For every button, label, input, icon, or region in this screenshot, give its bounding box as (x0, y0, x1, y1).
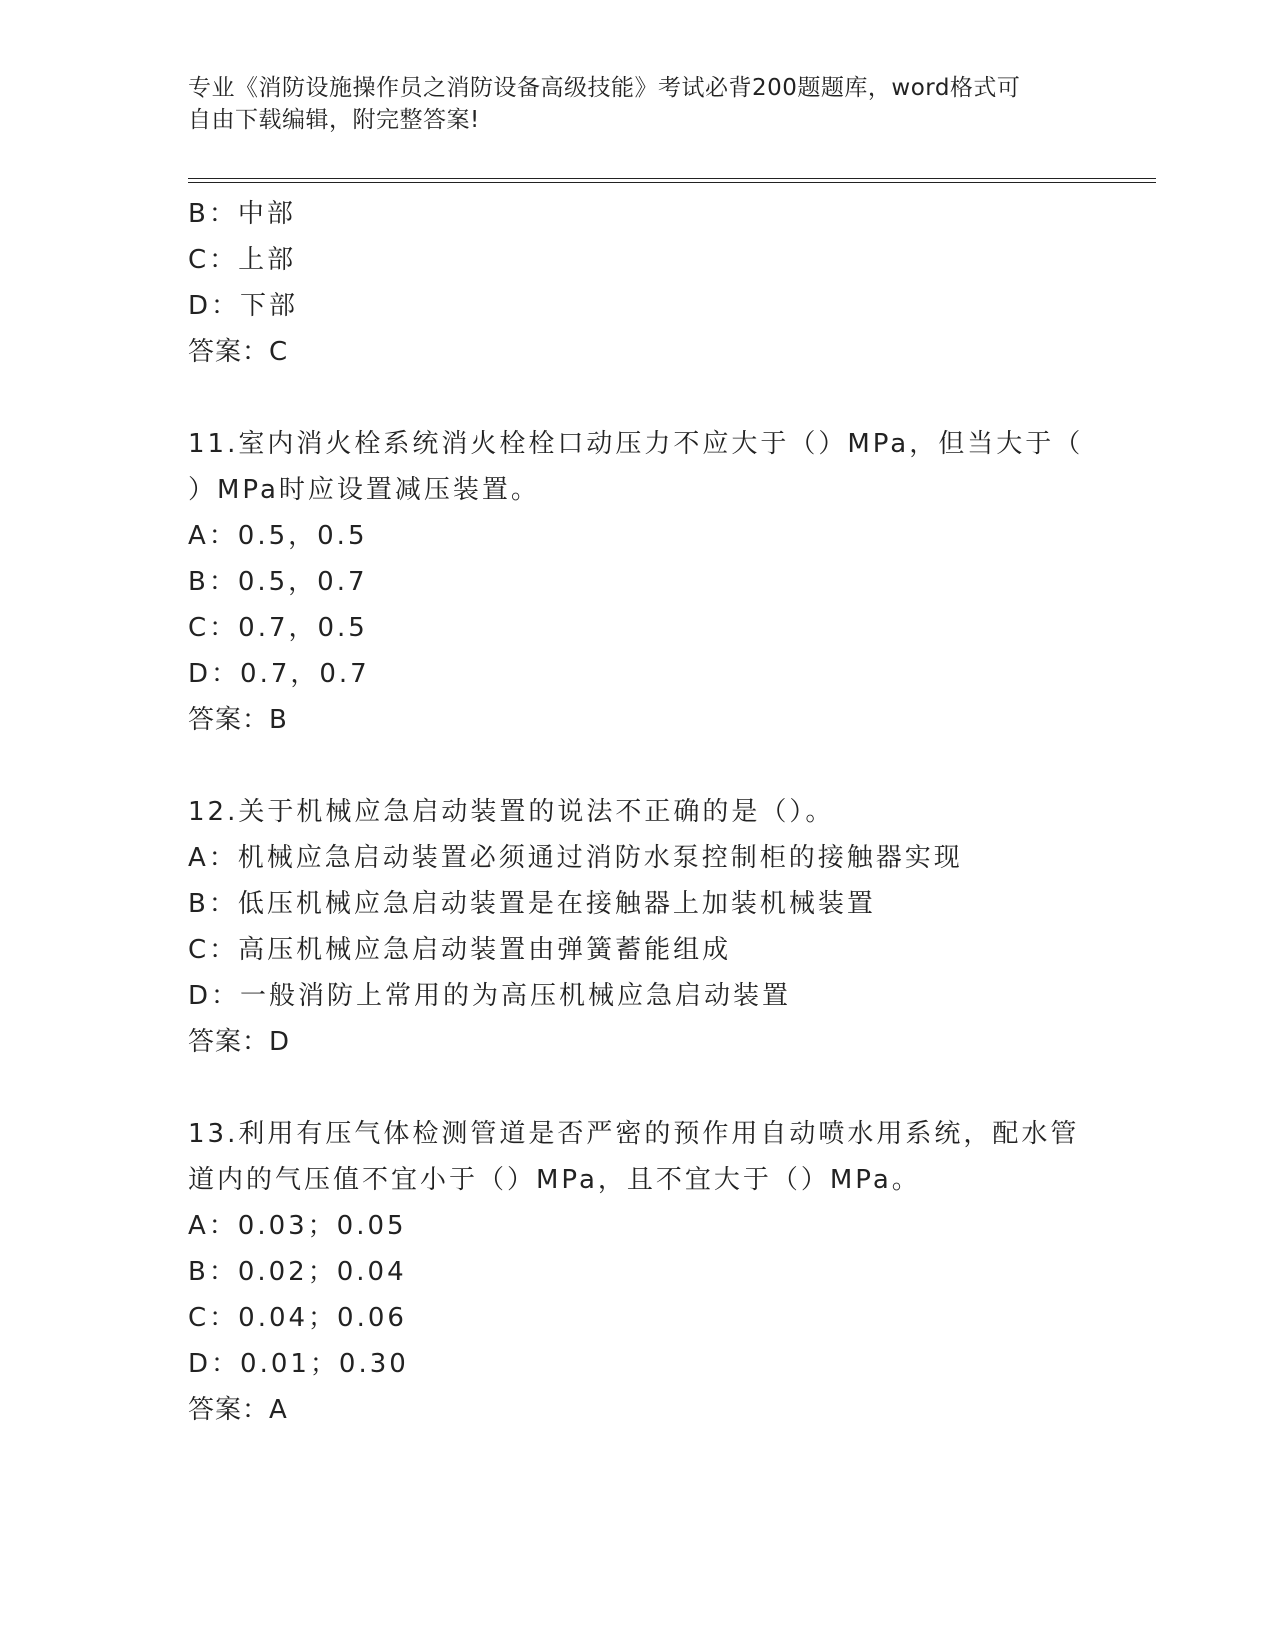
answer-line: 答案：C (188, 337, 289, 367)
answer-line: 答案：A (188, 1395, 288, 1425)
option-d: D：一般消防上常用的为高压机械应急启动装置 (188, 981, 792, 1011)
option-c: C：高压机械应急启动装置由弹簧蓄能组成 (188, 935, 732, 965)
option-d: D：下部 (188, 291, 299, 321)
option-a: A：机械应急启动装置必须通过消防水泵控制柜的接触器实现 (188, 843, 963, 873)
header-divider (188, 178, 1156, 183)
continued-question (188, 191, 1088, 375)
question-stem-line: 13.利用有压气体检测管道是否严密的预作用自动喷水用系统，配水管 (188, 1119, 1080, 1149)
option-a: A：0.03；0.05 (188, 1211, 407, 1241)
question-stem-line: ）MPa时应设置减压装置。 (188, 475, 540, 505)
answer-line: 答案：D (188, 1027, 291, 1057)
question-12 (188, 789, 1088, 1065)
option-d: D：0.7，0.7 (188, 659, 370, 689)
answer-line: 答案：B (188, 705, 288, 735)
option-c: C：0.7，0.5 (188, 613, 368, 643)
document-body (188, 191, 1088, 1433)
question-11 (188, 421, 1088, 743)
option-b: B：0.5，0.7 (188, 567, 368, 597)
question-stem-line: 11.室内消火栓系统消火栓栓口动压力不应大于（）MPa，但当大于（ (188, 429, 1084, 459)
header-line-1: 专业《消防设施操作员之消防设备高级技能》考试必背200题题库，word格式可 (188, 75, 1021, 101)
option-a: A：0.5，0.5 (188, 521, 368, 551)
option-d: D：0.01；0.30 (188, 1349, 409, 1379)
option-c: C：上部 (188, 245, 297, 275)
option-b: B：0.02；0.04 (188, 1257, 407, 1287)
document-header (188, 72, 1088, 136)
option-b: B：低压机械应急启动装置是在接触器上加装机械装置 (188, 889, 876, 919)
option-b: B：中部 (188, 199, 296, 229)
question-13 (188, 1111, 1088, 1433)
option-c: C：0.04；0.06 (188, 1303, 407, 1333)
question-stem-line: 道内的气压值不宜小于（）MPa，且不宜大于（）MPa。 (188, 1165, 921, 1195)
header-line-2: 自由下载编辑，附完整答案! (188, 107, 480, 133)
question-stem-line: 12.关于机械应急启动装置的说法不正确的是（）。 (188, 797, 835, 827)
